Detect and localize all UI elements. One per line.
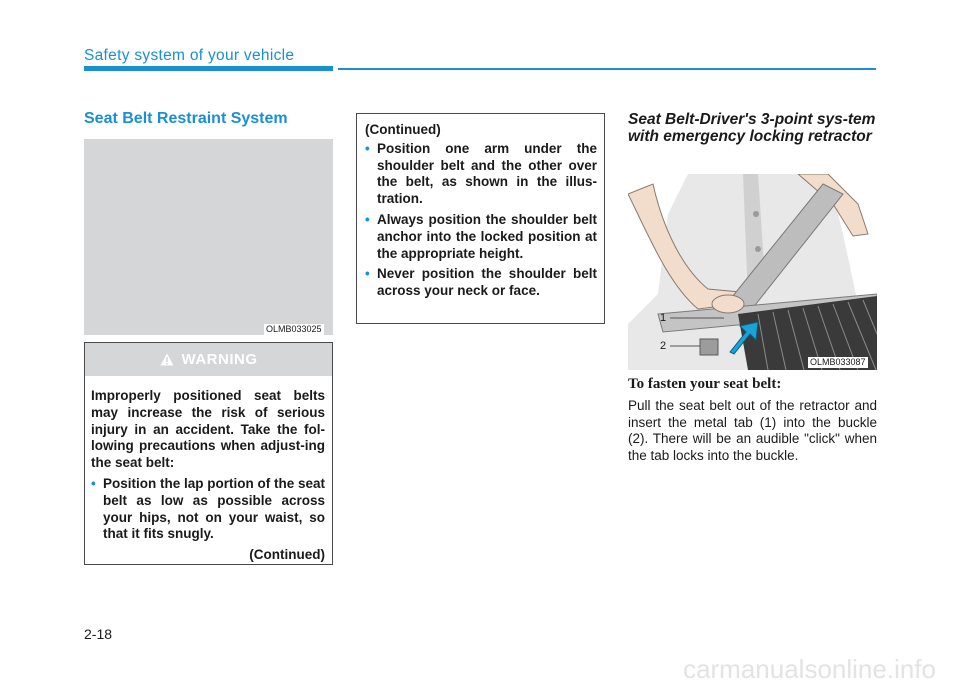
header-rule (338, 68, 876, 70)
warning-bullet-text: Position the lap portion of the seat belt as low as possible across your hips, not on your waist, so that it fits snugly. (103, 475, 326, 542)
warning-header (85, 343, 332, 376)
continued-label: (Continued) (249, 547, 325, 563)
subsection-title: Seat Belt-Driver's 3-point sys-tem with emergency locking retractor (628, 111, 876, 145)
callout-1: 1 (660, 312, 667, 324)
page-number: 2-18 (84, 626, 113, 642)
bullet-dot-icon: • (91, 475, 96, 491)
bullet-dot-icon: • (365, 266, 370, 282)
warning-label: WARNING (181, 351, 258, 368)
header-accent-bar (84, 66, 333, 71)
bullet-dot-icon: • (365, 211, 370, 227)
continued-heading: (Continued) (365, 122, 441, 137)
section-header: Safety system of your vehicle (84, 47, 295, 64)
watermark: carmanualsonline.info (683, 654, 936, 684)
continued-bullet-text: Always position the shoulder belt anchor into the locked position at the appropriate height. (377, 211, 597, 261)
bullet-dot-icon: • (365, 140, 370, 156)
callout-2: 2 (660, 340, 667, 352)
continued-bullet (365, 266, 597, 300)
warning-bullet (91, 476, 325, 543)
warning-body (91, 388, 325, 564)
warning-box (84, 342, 333, 565)
seat-belt-illustration (628, 174, 877, 370)
continued-bullet-text: Position one arm under the shoulder belt and the other over the belt, as shown in the illus-tration. (377, 140, 597, 207)
section-title: Seat Belt Restraint System (84, 110, 288, 127)
illustration-placeholder (84, 139, 333, 335)
continued-warning-box (356, 113, 605, 324)
warning-triangle-icon (160, 353, 174, 366)
fasten-subheading: To fasten your seat belt: (628, 376, 782, 392)
continued-bullet (365, 141, 597, 208)
continued-body (365, 122, 597, 300)
warning-intro: Improperly positioned seat belts may increase the risk of serious injury in an accident. Take the fol-lowing precautions when adjust-ing the seat belt: (91, 388, 325, 471)
fasten-instructions: Pull the seat belt out of the retractor and insert the metal tab (1) into the buckle (2). There will be an audible "click" when the tab locks into the buckle. (628, 398, 877, 463)
continued-bullet-text: Never position the shoulder belt across your neck or face. (377, 266, 597, 299)
continued-bullet (365, 212, 597, 262)
image-code-right: OLMB033087 (810, 357, 866, 367)
image-code-left: OLMB033025 (266, 324, 322, 334)
